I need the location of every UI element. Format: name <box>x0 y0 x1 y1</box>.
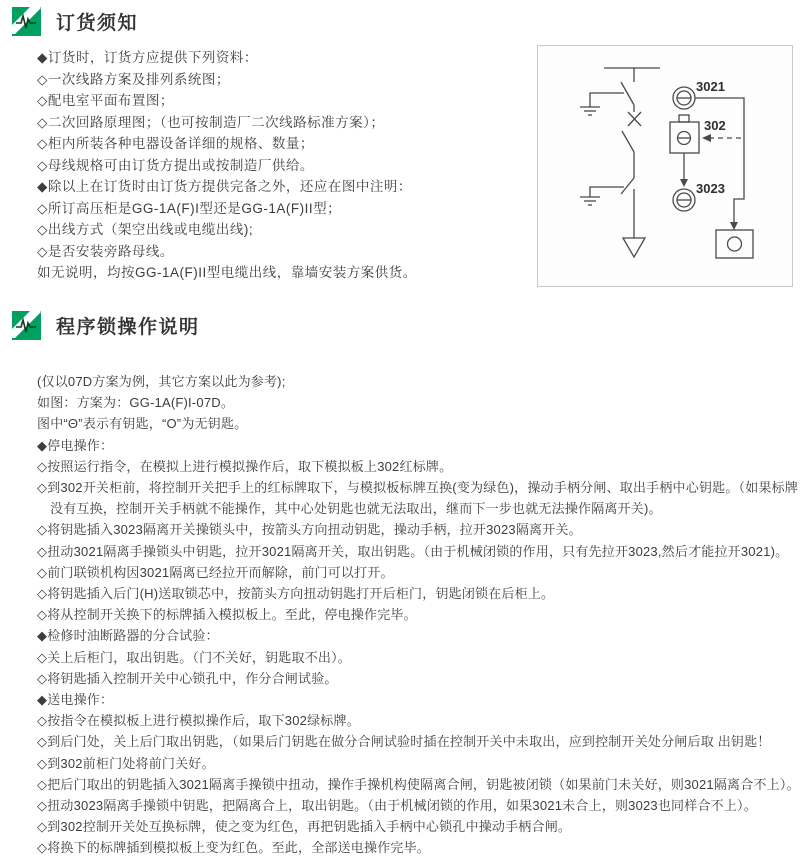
lock-item-continuation: 没有互换，控制开关手柄就不能操作，其中心处钥匙也就无法取出，继而下一步也就无法操作隔离开关)。 <box>50 501 662 517</box>
label-3023: 3023 <box>696 181 725 196</box>
lock-item: ◇把后门取出的钥匙插入3021隔离手操锁中扭动，操作手操机构使隔离合闸，钥匙被闭锁（如果前门未关好，则3021隔离合不上）。 <box>37 776 800 792</box>
lock-section-title: 程序锁操作说明 <box>56 317 200 338</box>
lock-item: ◇到302开关柜前，将控制开关把手上的红标牌取下，与模拟板标牌互换(变为绿色)，操动手柄分闸、取出手柄中心钥匙。（如果标牌 <box>37 480 799 496</box>
cable-outlet-arrow <box>623 238 645 257</box>
label-302: 302 <box>704 118 726 133</box>
earth-symbol-lower <box>580 197 600 205</box>
ordering-item: 如无说明，均按GG-1A(F)II型电缆出线，靠墙安装方案供货。 <box>37 265 417 280</box>
lock-302-box <box>670 115 699 153</box>
disconnector-middle <box>622 131 634 152</box>
ordering-item: ◆订货时，订货方应提供下列资料： <box>37 50 258 65</box>
label-3021: 3021 <box>696 79 725 94</box>
lock-item: ◇扭动3021隔离手操锁头中钥匙，拉开3021隔离开关，取出钥匙。（由于机械闭锁的作用，只有先拉开3023,然后才能拉开3021)。 <box>37 543 789 559</box>
arrow-left-icon <box>702 134 711 142</box>
ordering-item: ◆除以上在订货时由订货方提供完备之外，还应在图中注明： <box>37 179 412 194</box>
lock-item: ◇扭动3023隔离手操锁中钥匙，把隔离合上，取出钥匙。（由于机械闭锁的作用，如果3021未合上，则3023也同样合不上）。 <box>37 798 757 814</box>
lock-item: ◇到302控制开关处互换标牌，使之变为红色，再把钥匙插入手柄中心锁孔中操动手柄合闸。 <box>37 819 572 835</box>
lock-item: 如图：方案为：GG-1A(F)I-07D。 <box>37 395 235 411</box>
ordering-item: ◇出线方式（架空出线或电缆出线); <box>37 222 254 237</box>
ordering-item: ◇母线规格可由订货方提出或按制造厂供给。 <box>37 157 314 173</box>
ordering-notes <box>37 47 537 284</box>
arrow-down-icon <box>730 222 738 230</box>
lock-subheading: ◆检修时油断路器的分合试验： <box>37 628 219 644</box>
ordering-section-title: 订货须知 <box>56 13 139 34</box>
lock-instructions <box>37 371 800 859</box>
arrow-down-icon <box>680 179 688 187</box>
disconnector-lower <box>621 178 634 194</box>
pulse-icon <box>12 7 41 36</box>
lock-item: ◇将钥匙插入3023隔离开关操锁头中，按箭头方向扭动钥匙，操动手柄，拉开3023隔离开关。 <box>37 522 582 538</box>
aux-lock-box <box>716 230 753 258</box>
lock-item: ◇前门联锁机构因3021隔离已经拉开而解除，前门可以打开。 <box>37 564 394 580</box>
breaker-x-symbol <box>628 112 641 126</box>
ordering-item: ◇柜内所装各种电器设备详细的规格、数量； <box>37 136 314 151</box>
ordering-section-header <box>12 7 138 36</box>
keyhole-3023 <box>673 189 695 211</box>
ordering-item: ◇配电室平面布置图； <box>37 93 174 108</box>
earth-branch-upper <box>590 93 624 107</box>
lock-item: ◇将钥匙插入控制开关中心锁孔中，作分合闸试验。 <box>37 670 338 686</box>
lock-item: 图中“Θ”表示有钥匙，“O”为无钥匙。 <box>37 416 248 432</box>
ordering-item: ◇所订高压柜是GG-1A(F)I型还是GG-1A(F)II型； <box>37 200 342 216</box>
circuit-diagram <box>538 46 792 286</box>
keyhole-3021 <box>673 87 695 109</box>
lock-section-header <box>12 311 200 340</box>
lock-item: (仅以07D方案为例，其它方案以此为参考); <box>37 374 286 389</box>
lock-item: ◇将从控制开关换下的标牌插入模拟板上。至此，停电操作完毕。 <box>37 607 417 623</box>
ordering-item: ◇是否安装旁路母线。 <box>37 243 174 259</box>
circuit-diagram-panel <box>537 45 793 287</box>
earth-branch-lower <box>590 187 624 197</box>
single-line-scheme <box>580 68 660 257</box>
lock-scheme <box>670 79 753 258</box>
ordering-item: ◇二次回路原理图；（也可按制造厂二次线路标准方案）； <box>37 114 385 130</box>
lock-item: ◇按照运行指令，在模拟上进行模拟操作后，取下模拟板上302红标牌。 <box>37 458 453 474</box>
earth-symbol-upper <box>580 107 600 115</box>
pulse-icon <box>12 311 41 340</box>
lock-item: ◇将换下的标牌插到模拟板上变为红色。至此，全部送电操作完毕。 <box>37 840 430 856</box>
lock-subheading: ◆停电操作： <box>37 437 114 453</box>
ordering-item: ◇一次线路方案及排列系统图； <box>37 71 230 87</box>
lock-subheading: ◆送电操作： <box>37 692 114 708</box>
lock-item: ◇到302前柜门处将前门关好。 <box>37 755 215 771</box>
lock-item: ◇按指令在模拟板上进行模拟操作后，取下302绿标牌。 <box>37 713 360 729</box>
lock-item: ◇到后门处，关上后门取出钥匙，（如果后门钥匙在做分合闸试验时插在控制开关中未取出，应到控制开关处分闸后取 出钥匙！ <box>37 734 771 750</box>
lock-item: ◇将钥匙插入后门(H)送取锁芯中，按箭头方向扭动钥匙打开后柜门，钥匙闭锁在后柜上。 <box>37 586 555 602</box>
lock-item: ◇关上后柜门，取出钥匙。（门不关好，钥匙取不出）。 <box>37 649 351 665</box>
